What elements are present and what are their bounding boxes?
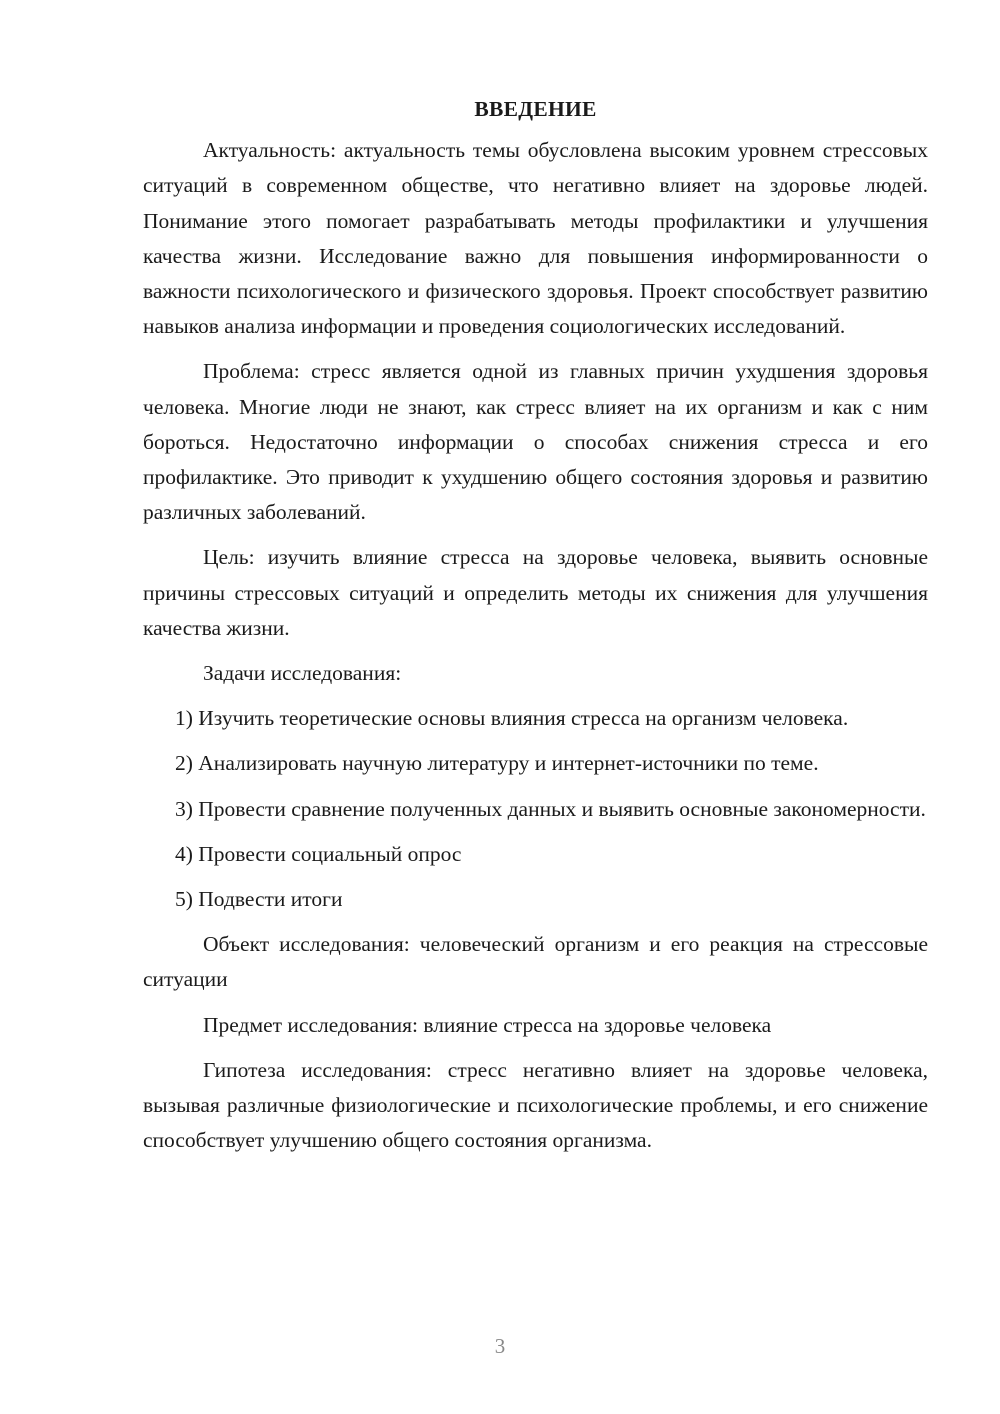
- task-item: 2) Анализировать научную литературу и интернет-источники по теме.: [175, 751, 819, 776]
- page-number: 3: [494, 1334, 506, 1358]
- task-item: 1) Изучить теоретические основы влияния стресса на организм человека.: [175, 706, 849, 731]
- paragraph-tasks-heading: Задачи исследования:: [203, 661, 402, 686]
- task-item: 4) Провести социальный опрос: [175, 841, 462, 866]
- section-title: ВВЕДЕНИЕ: [474, 97, 597, 121]
- paragraph-subject: Предмет исследования: влияние стресса на здоровье человека: [203, 1012, 772, 1037]
- paragraph-problem: Проблема: стресс является одной из главных причин ухудшения здоровья человека. Многие люди не знают, как стресс влияет на их организм и как с ним бороться. Недостаточно информации о способах снижения стресса и его профилактике. Это приводит к ухудшению общего состояния здоровья и развитию различных заболеваний.: [143, 359, 928, 525]
- paragraph-object: Объект исследования: человеческий организм и его реакция на стрессовые ситуации: [143, 932, 928, 992]
- paragraph-relevance: Актуальность: актуальность темы обусловлена высоким уровнем стрессовых ситуаций в современном обществе, что негативно влияет на здоровье людей. Понимание этого помогает разрабатывать методы профилактики и улучшения качества жизни. Исследование важно для повышения информированности о важности психологического и физического здоровья. Проект способствует развитию навыков анализа информации и проведения социологических исследований.: [143, 138, 928, 339]
- paragraph-goal: Цель: изучить влияние стресса на здоровье человека, выявить основные причины стрессовых ситуаций и определить методы их снижения для улучшения качества жизни.: [143, 545, 928, 640]
- document-page: [143, 92, 928, 1168]
- paragraph-hypothesis: Гипотеза исследования: стресс негативно влияет на здоровье человека, вызывая различные физиологические и психологические проблемы, и его снижение способствует улучшению общего состояния организма.: [143, 1057, 928, 1153]
- task-item: 3) Провести сравнение полученных данных и выявить основные закономерности.: [175, 796, 926, 821]
- task-item: 5) Подвести итоги: [175, 887, 343, 912]
